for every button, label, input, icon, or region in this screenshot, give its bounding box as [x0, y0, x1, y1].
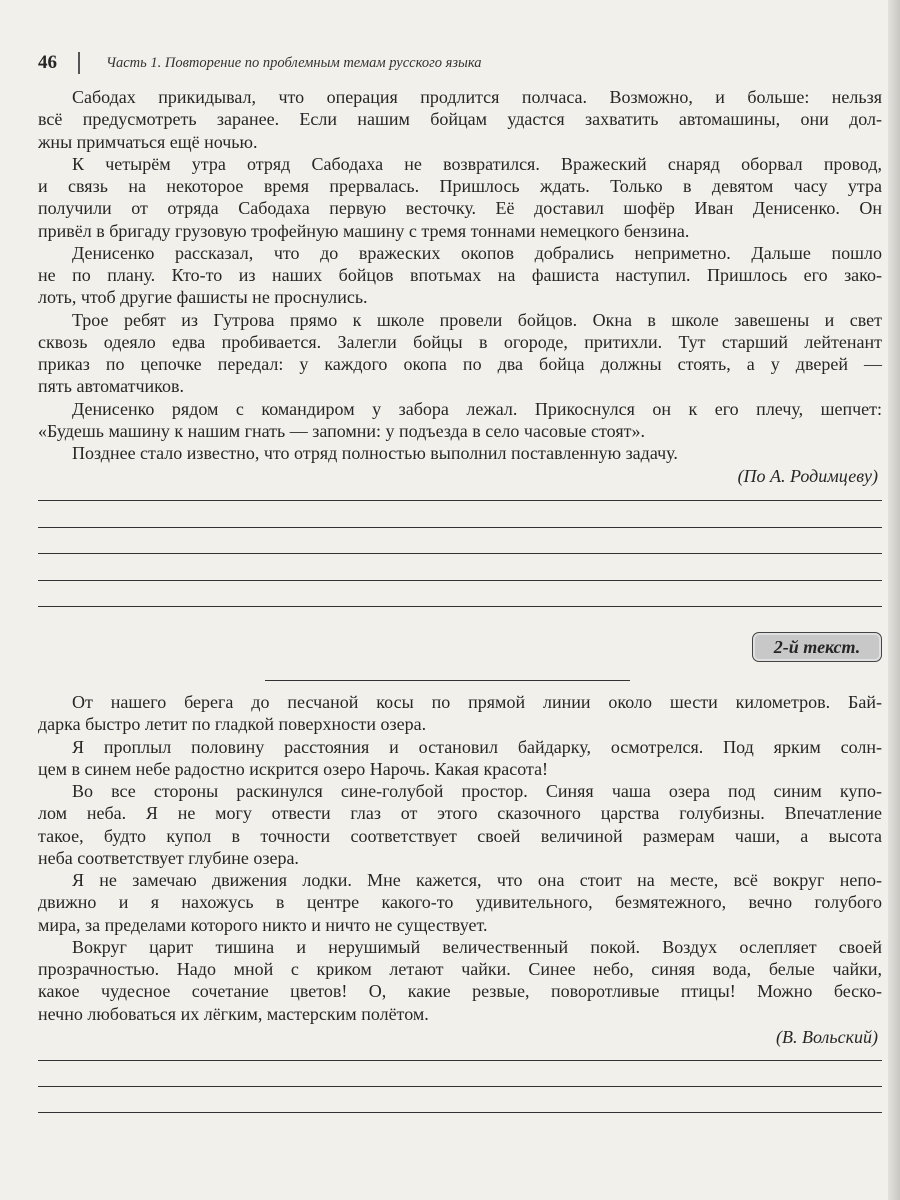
text-line: Трое ребят из Гутрова прямо к школе провели бойцов. Окна в школе завешены и свет: [72, 309, 882, 330]
text-2-attribution: (В. Вольский): [776, 1026, 878, 1047]
header-divider: [78, 52, 80, 74]
text-line: пять автоматчиков.: [38, 376, 184, 397]
text-line: Во все стороны раскинулся сине-голубой простор. Синяя чаша озера под синим купо-: [72, 781, 882, 801]
answer-line: [38, 606, 882, 607]
text-line: цем в синем небе радостно искрится озеро Нарочь. Какая красота!: [38, 758, 549, 779]
text-line: Я не замечаю движения лодки. Мне кажется, что она стоит на месте, всё вокруг непо-: [72, 870, 882, 890]
page-edge-shadow: [888, 0, 900, 1200]
paragraph: [38, 242, 882, 309]
text-line: От нашего берега до песчаной косы по прямой линии около шести километров. Бай-: [72, 692, 882, 712]
text-line: не по плану. Кто-то из наших бойцов впотьмах на фашиста наступил. Пришлось его зако-: [38, 265, 882, 285]
paragraph: [38, 309, 882, 398]
running-header: [38, 50, 482, 76]
text-2-body: [38, 691, 882, 1025]
text-line: получили от отряда Сабодаха первую весточку. Её доставил шофёр Иван Денисенко. Он: [38, 198, 882, 219]
paragraph: [38, 691, 882, 736]
text-line: всё предусмотреть заранее. Если нашим бойцам удастся захватить автомашины, они дол-: [38, 109, 882, 130]
text-line: и связь на некоторое время прервалась. Пришлось ждать. Только в девятом часу утра: [38, 176, 882, 196]
paragraph: [38, 936, 882, 1025]
paragraph: [38, 153, 882, 242]
answer-line: [38, 1060, 882, 1061]
text-line: приказ по цепочке передал: у каждого окопа по два бойца должны стоять, а у дверей —: [38, 354, 882, 374]
answer-line: [38, 527, 882, 528]
paragraph: [38, 398, 882, 443]
text-1: [38, 86, 882, 488]
text-1-attribution: (По А. Родимцеву): [737, 466, 878, 487]
text-line: дарка быстро летит по гладкой поверхности озера.: [38, 714, 427, 735]
answer-line: [38, 1086, 882, 1087]
text-line: такое, будто купол в точности соответствует своей величиной размерам чаши, а высота: [38, 825, 882, 846]
answer-line: [38, 1112, 882, 1113]
text-line: мира, за пределами которого никто и ничто не существует.: [38, 914, 488, 935]
text-1-body: [38, 86, 882, 464]
text-line: прозрачностью. Надо мной с криком летают чайки. Синее небо, синяя вода, белые чайки,: [38, 959, 882, 979]
answer-line: [38, 553, 882, 554]
answer-line: [38, 500, 882, 501]
paragraph: [38, 736, 882, 781]
text-line: неба соответствует глубине озера.: [38, 847, 299, 868]
paragraph: [38, 869, 882, 936]
text-line: движно и я нахожусь в центре какого-то удивительного, безмятежного, вечно голубого: [38, 892, 882, 913]
page-number: 46: [38, 52, 57, 73]
answer-line: [38, 580, 882, 581]
text-line: Я проплыл половину расстояния и остановил байдарку, осмотрелся. Под ярким солн-: [72, 736, 882, 757]
paragraph: [38, 442, 882, 464]
text-line: какое чудесное сочетание цветов! О, какие резвые, поворотливые птицы! Можно беско-: [38, 981, 882, 1002]
chapter-title: Часть 1. Повторение по проблемным темам русского языка: [106, 54, 482, 71]
text-line: нечно любоваться их лёгким, мастерским полётом.: [38, 1003, 429, 1024]
text-2: [38, 691, 882, 1049]
text-line: привёл в бригаду грузовую трофейную машину с тремя тоннами немецкого бензина.: [38, 220, 690, 241]
text-line: К четырём утра отряд Сабодаха не возвратился. Вражеский снаряд оборвал провод,: [72, 153, 882, 174]
text-line: Сабодах прикидывал, что операция продлится полчаса. Возможно, и больше: нельзя: [72, 87, 882, 107]
text-line: Денисенко рядом с командиром у забора лежал. Прикоснулся он к его плечу, шепчет:: [72, 398, 882, 419]
title-answer-line: [265, 680, 630, 681]
text-line: «Будешь машину к нашим гнать — запомни: у подъезда в село часовые стоят».: [38, 420, 645, 441]
text-line: Позднее стало известно, что отряд полностью выполнил поставленную задачу.: [72, 443, 678, 463]
text-2-badge: 2-й текст.: [752, 632, 882, 662]
text-line: лом неба. Я не могу отвести глаз от этого сказочного царства голубизны. Впечатление: [38, 803, 882, 824]
text-line: жны примчаться ещё ночью.: [38, 131, 258, 152]
text-line: сквозь одеяло едва пробивается. Залегли бойцы в огороде, притихли. Тут старший лейтенант: [38, 331, 882, 352]
text-line: Денисенко рассказал, что до вражеских окопов добрались неприметно. Дальше пошло: [72, 242, 882, 263]
paragraph: [38, 780, 882, 869]
text-line: Вокруг царит тишина и нерушимый величественный покой. Воздух ослепляет своей: [72, 936, 882, 957]
paragraph: [38, 86, 882, 153]
text-line: лоть, чтоб другие фашисты не проснулись.: [38, 287, 368, 308]
